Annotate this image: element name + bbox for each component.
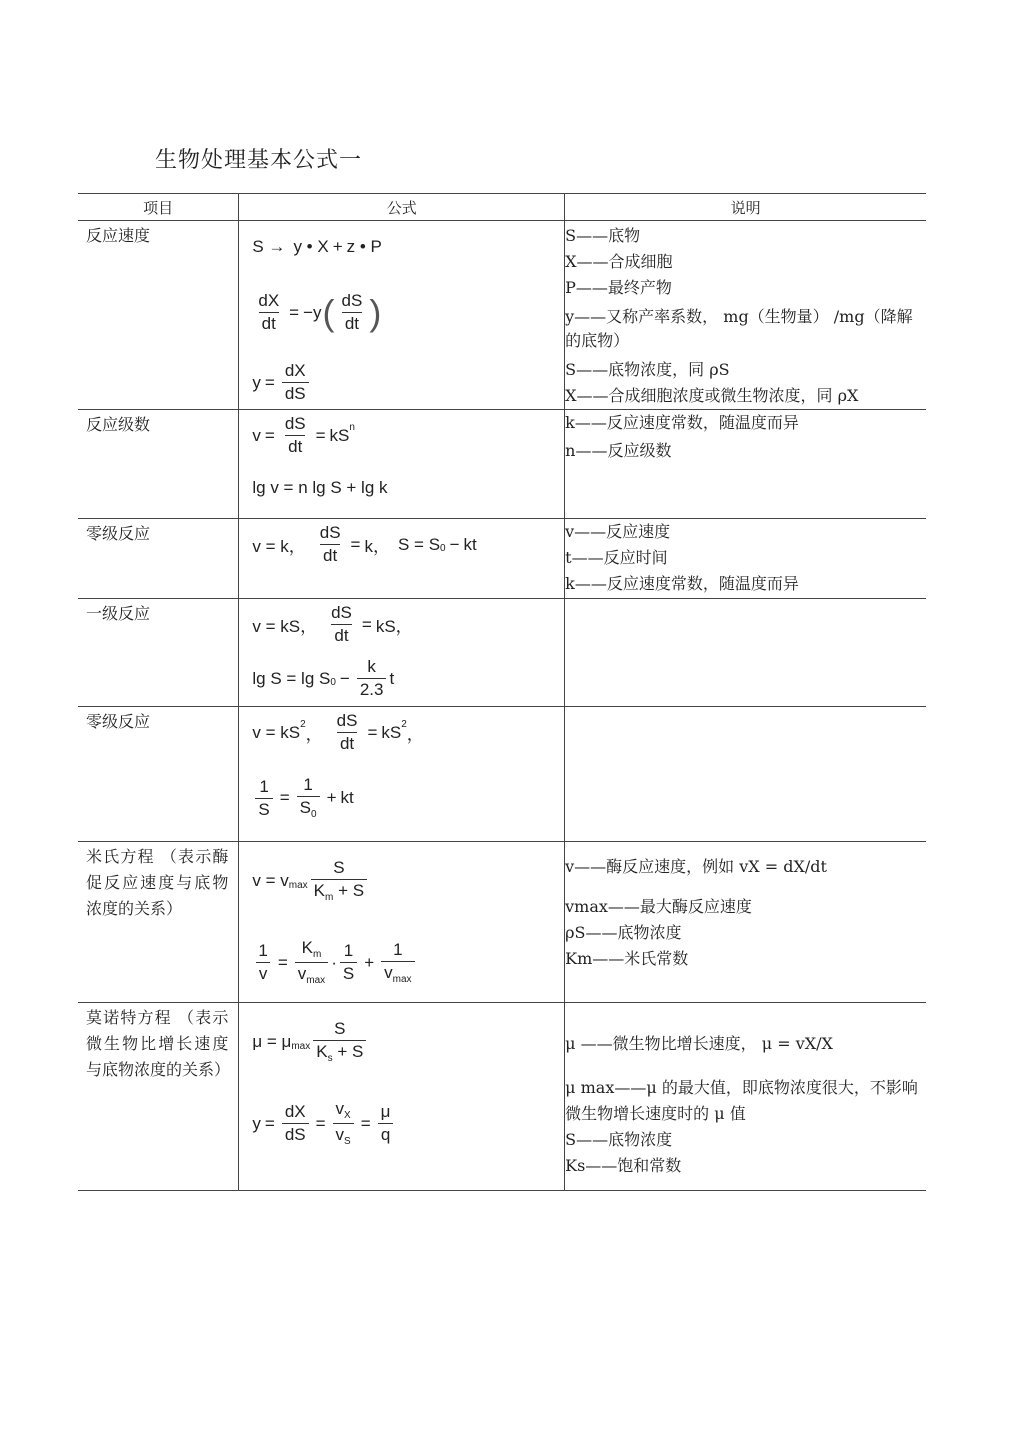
formula-cell: [239, 221, 565, 410]
item-label: 零级反应: [86, 712, 151, 731]
formula-cell: [239, 1003, 565, 1191]
desc-cell: [565, 707, 926, 842]
formula-second-order: v = kS 2 ， $\frac{dS}{dt}$ = kS 2 ，: [252, 711, 424, 753]
desc-line: n——反应级数: [565, 441, 672, 460]
table-row: [78, 519, 926, 599]
desc-line: P——最终产物: [565, 278, 672, 297]
formula-cell: [239, 707, 565, 842]
desc-line: S——底物浓度: [565, 1130, 673, 1149]
table-row: [78, 842, 926, 1003]
item-label: 米氏方程 （表示酶促反应速度与底物浓度的关系）: [86, 847, 229, 918]
formula-rate-order: v = $\frac{dS}{dt}$ = kS n: [252, 414, 355, 456]
formula-first-order: v = kS， $\frac{dS}{dt}$ = kS，: [252, 603, 413, 645]
formula-table: [78, 193, 926, 1191]
desc-cell: [565, 842, 926, 1003]
desc-line: t——反应时间: [565, 548, 668, 567]
table-row: [78, 1003, 926, 1191]
table-row: [78, 410, 926, 519]
formula-dxdt: $\frac{dX}{dt}$ = −y ( dS dt ): [258, 291, 382, 333]
header-item: 项目: [78, 194, 239, 221]
formula-monod: μ = μ max S $K_s + S$: [252, 1019, 369, 1065]
formula-lineweaver: $\frac{1}{v}$ = $K_m$ $v_{max}$ · 1 S + 1 $v_{max}$: [252, 938, 417, 987]
desc-line: X——合成细胞: [565, 252, 673, 271]
desc-cell: [565, 599, 926, 707]
formula-log-order: lg v = n lg S + lg k: [252, 478, 388, 497]
item-label: 一级反应: [86, 604, 151, 623]
header-formula: 公式: [239, 194, 565, 221]
header-desc: 说明: [565, 194, 926, 221]
formula-cell: [239, 519, 565, 599]
desc-cell: [565, 519, 926, 599]
desc-line: k——反应速度常数，随温度而异: [565, 574, 799, 593]
page-title: 生物处理基本公式一: [155, 148, 363, 173]
table-header-row: [78, 194, 926, 221]
desc-line: μ ——微生物比增长速度， μ = vX/X: [565, 1034, 833, 1053]
desc-cell: [565, 410, 926, 519]
item-label: 反应级数: [86, 415, 151, 434]
formula-michaelis: v = v max S $K_m + S$: [252, 858, 370, 904]
desc-cell: [565, 221, 926, 410]
formula-reaction: S → y • X + z • P: [252, 237, 382, 256]
formula-yield: y = $\frac{dX}{dS}$: [252, 361, 311, 404]
desc-line: X——合成细胞浓度或微生物浓度，同 ρX: [565, 386, 859, 405]
desc-line: ρS——底物浓度: [565, 923, 682, 942]
formula-cell: [239, 599, 565, 707]
desc-line: vmax——最大酶反应速度: [565, 897, 752, 916]
desc-line: S——底物浓度，同 ρS: [565, 360, 730, 379]
desc-line: v——反应速度: [565, 522, 671, 541]
item-label: 零级反应: [86, 524, 151, 543]
formula-second-order-inv: $\frac{1}{S}$ = $\frac{1}{S_0}$ + kt: [252, 775, 353, 821]
table-row: [78, 221, 926, 410]
desc-line: S——底物: [565, 226, 641, 245]
formula-cell: [239, 410, 565, 519]
table-row: [78, 599, 926, 707]
item-label: 莫诺特方程 （表示微生物比增长速度与底物浓度的关系）: [86, 1008, 231, 1079]
desc-line: y——又称产率系数， mg（生物量） /mg（降解的底物）: [565, 307, 913, 350]
desc-line: Km——米氏常数: [565, 949, 689, 968]
item-label: 反应速度: [86, 226, 151, 245]
desc-line: Ks——饱和常数: [565, 1156, 682, 1175]
formula-first-order-log: lg S = lg S 0 − $\frac{k}{2.3}$ t: [252, 657, 395, 699]
desc-line: μ max——μ 的最大值，即底物浓度很大，不影响微生物增长速度时的 μ 值: [565, 1078, 918, 1123]
formula-cell: [239, 842, 565, 1003]
formula-monod-yield: y = $\frac{dX}{dS}$ = $\frac{v_X}{v_S}$ = $\frac{\mu}{q}$: [252, 1099, 396, 1148]
desc-line: v——酶反应速度，例如 vX = dX/dt: [565, 857, 827, 876]
table-row: [78, 707, 926, 842]
desc-line: k——反应速度常数，随温度而异: [565, 413, 799, 432]
formula-zero-order: v = k， $\frac{dS}{dt}$ = k， S = S 0 − kt: [252, 523, 477, 565]
desc-cell: [565, 1003, 926, 1191]
